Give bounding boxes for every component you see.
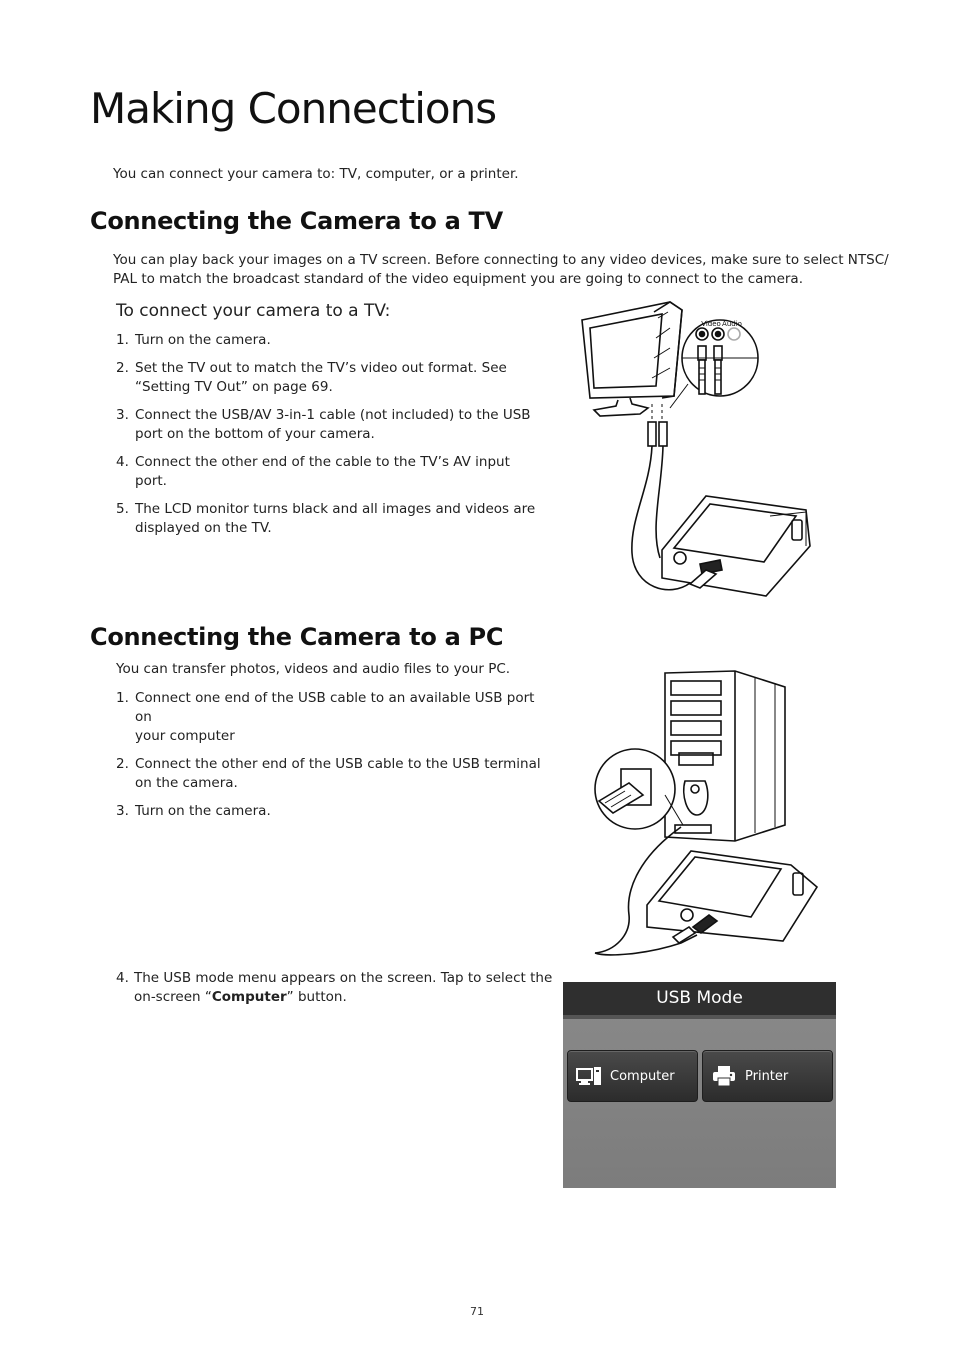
list-item: 1. Connect one end of the USB cable to an available USB port on your computer (116, 690, 535, 744)
video-jack-label: Video (701, 320, 721, 328)
printer-button-label: Printer (745, 1068, 789, 1084)
list-item: 5. The LCD monitor turns black and all images and videos are displayed on the TV. (116, 501, 536, 536)
computer-button-label: Computer (610, 1068, 675, 1084)
tv-steps-list (116, 331, 546, 547)
tv-connection-illustration (570, 298, 840, 603)
tv-section-heading: Connecting the Camera to a TV (90, 207, 503, 235)
page-number: 71 (470, 1305, 484, 1318)
page-title: Making Connections (90, 84, 497, 133)
list-item: 2. Set the TV out to match the TV’s video out format. See “Setting TV Out” on page 69. (116, 360, 507, 395)
computer-icon (576, 1064, 602, 1088)
usb-mode-title: USB Mode (563, 982, 836, 1019)
usb-mode-screen (563, 982, 836, 1188)
list-item: 3. Turn on the camera. (116, 803, 271, 819)
tv-subheading: To connect your camera to a TV: (116, 301, 391, 321)
tv-paragraph-line-2: PAL to match the broadcast standard of the video equipment you are going to connect to the camera. (113, 271, 803, 287)
intro-text: You can connect your camera to: TV, computer, or a printer. (113, 166, 519, 182)
list-item: 4. Connect the other end of the cable to the TV’s AV input port. (116, 454, 510, 489)
tv-paragraph-line-1: You can play back your images on a TV screen. Before connecting to any video devices, make sure to select NTSC/ (113, 252, 889, 268)
pc-steps-list (116, 689, 546, 830)
pc-intro-text: You can transfer photos, videos and audio files to your PC. (116, 661, 511, 677)
pc-step-4: 4. The USB mode menu appears on the screen. Tap to select the on-screen “Computer” button. (116, 970, 553, 1005)
list-item: 2. Connect the other end of the USB cable to the USB terminal on the camera. (116, 756, 541, 791)
printer-button[interactable] (702, 1050, 833, 1102)
audio-jack-label: Audio (722, 320, 742, 328)
computer-button[interactable] (567, 1050, 698, 1102)
printer-icon (711, 1064, 737, 1088)
pc-section-heading: Connecting the Camera to a PC (90, 623, 504, 651)
list-item: 3. Connect the USB/AV 3-in-1 cable (not included) to the USB port on the bottom of your camera. (116, 407, 531, 442)
list-item: 1. Turn on the camera. (116, 332, 271, 348)
pc-connection-illustration (585, 665, 830, 960)
